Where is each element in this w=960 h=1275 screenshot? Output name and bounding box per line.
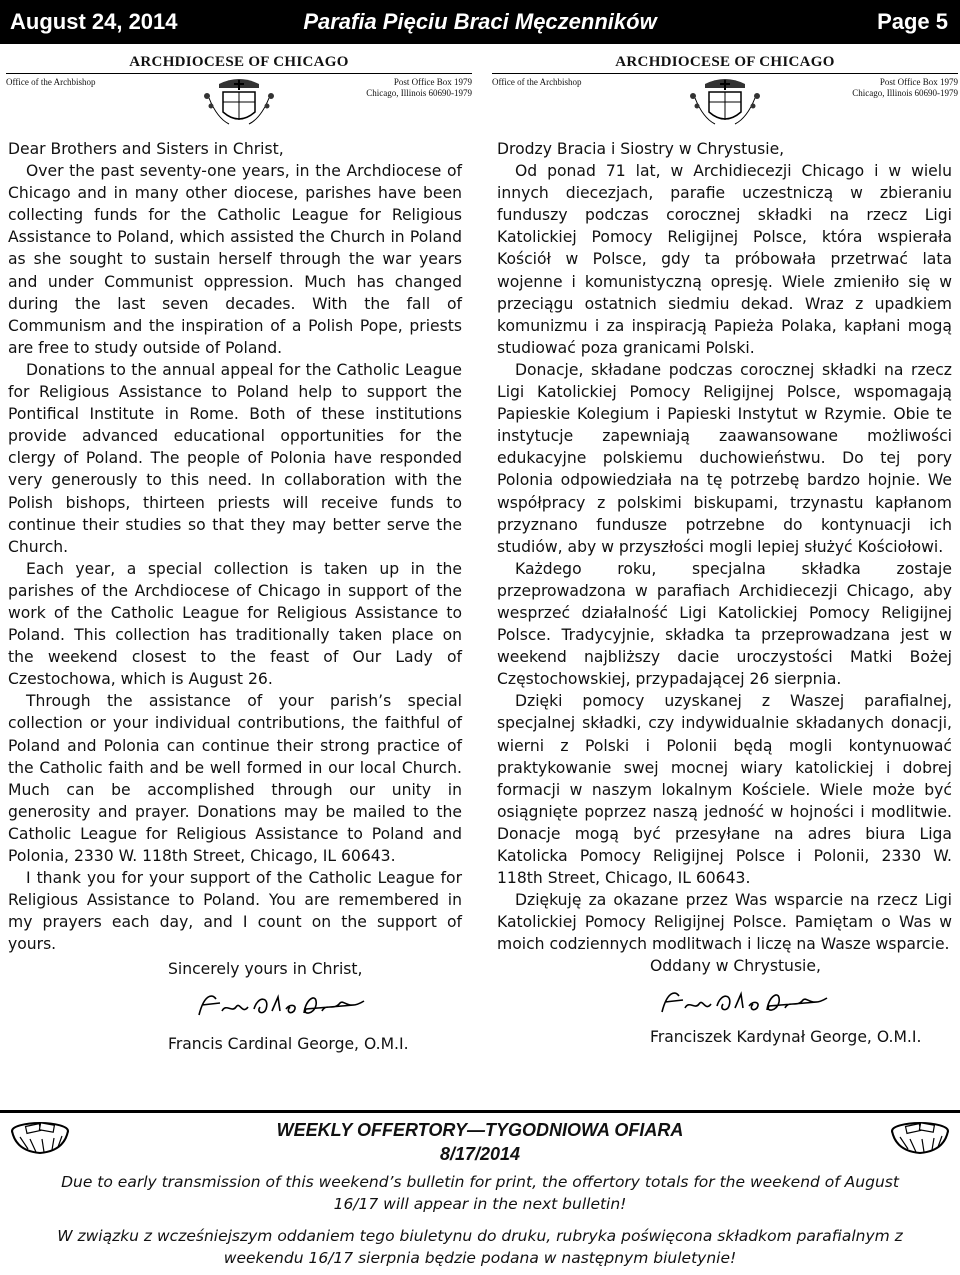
letter-english [8, 138, 462, 1055]
paragraph: Dziękuję za okazane przez Was wsparcie na rzecz Ligi Katolickiej Pomocy Religijnej Polsce. Pamiętam o Was w moich codziennych modlitwach i liczę na Wasze wsparcie. [497, 891, 952, 954]
letterhead-title: ARCHDIOCESE OF CHICAGO [129, 54, 349, 70]
paragraph: Over the past seventy-one years, in the Archdiocese of Chicago and in many other diocese, parishes have been collecting funds for the Catholic League for Religious Assistance to Poland, which assisted the Church in Poland as she sought to sustain herself through the war years and under Communist oppression. Much has changed during the last seven decades. With the fall of Communism and the inspiration of a Polish Pope, priests are free to study outside of Poland. [8, 162, 462, 357]
letterhead-rule [6, 73, 472, 74]
address-line-1: Post Office Box 1979 [393, 77, 472, 87]
page-number: Page 5 [877, 9, 948, 34]
signature-image [8, 981, 462, 1029]
bulletin-date: August 24, 2014 [10, 9, 178, 34]
salutation: Drodzy Bracia i Siostry w Chrystusie, [497, 140, 785, 158]
letterhead-title: ARCHDIOCESE OF CHICAGO [615, 54, 835, 70]
letterhead-rule [492, 73, 958, 74]
address-line-1: Post Office Box 1979 [879, 77, 958, 87]
letterhead-polish [492, 50, 958, 130]
signature-image [497, 978, 952, 1022]
paragraph: I thank you for your support of the Catholic League for Religious Assistance to Poland. You are remembered in my prayers each day, and I count on the support of yours. [8, 869, 462, 954]
signature-icon [657, 982, 837, 1022]
offertory-title: WEEKLY OFFERTORY—TYGODNIOWA OFIARA [276, 1120, 684, 1140]
letterhead-office: Office of the Archbishop [6, 77, 96, 87]
letterhead-office: Office of the Archbishop [492, 77, 582, 87]
parish-name: Parafia Pięciu Braci Męczenników [303, 9, 657, 34]
letterhead-address [366, 77, 472, 99]
letter-polish [497, 138, 952, 1048]
signature-icon [194, 985, 374, 1025]
paragraph: Each year, a special collection is taken up in the parishes of the Archdiocese of Chicago in support of the work of the Catholic League for Religious Assistance to Poland. This collection has traditionally taken place on the weekend closest to the feast of Our Lady of Czestochowa, which is August 26. [8, 559, 462, 689]
signer-name: Franciszek Kardynał George, O.M.I. [650, 1027, 922, 1046]
closing: Sincerely yours in Christ, [168, 960, 363, 979]
paragraph: Donations to the annual appeal for the Catholic League for Religious Assistance to Poland help to support the Pontifical Institute in Rome. Both of these institutions provide advanced educational opportunities for the clergy of Poland. The people of Polonia have responded very generously to this need. In collaboration with the Polish bishops, thirteen priests will receive funds to continue their studies so that they may better serve the Church. [8, 360, 462, 556]
offertory-date: 8/17/2014 [439, 1144, 521, 1164]
offertory-note-polish: W związku z wcześniejszym oddaniem tego biuletynu do druku, rubryka poświęcona składkom parafialnym z weekendu 16/17 sierpnia będzie podana w następnym biuletynie! [57, 1227, 903, 1267]
paragraph: Through the assistance of your parish’s special collection or your individual contributions, the faithful of Poland and Polonia can continue their strong practice of the Catholic faith and be well formed in our local Church. Much can be accomplished through our unity in generosity and prayer. Donations may be mailed to the Catholic League for Religious Assistance to Poland and Polonia, 2330 W. 118th Street, Chicago, IL 60643. [8, 692, 462, 865]
address-line-2: Chicago, Illinois 60690-1979 [852, 88, 958, 98]
paragraph: Każdego roku, specjalna składka zostaje przeprowadzona w parafiach Archidiecezji Chicago, aby wesprzeć działalność Ligi Katolickiej Pomocy Religijnej Polsce. Tradycyjnie, składka ta przeprowadzana jest w weekend najbliższy dacie uroczystości Matki Bożej Częstochowskiej, przypadającej 26 sierpnia. [497, 559, 952, 689]
paragraph: Dzięki pomocy uzyskanej z Waszej parafialnej, specjalnej składki, czy indywidualnie składanych donacji, wierni z Polski i Polonii będą mogli kontynuować praktykowanie swej mocnej wiary katolickiej i dobrej formacji w naszym lokalnym Kościele. Wiele może być osiągnięte poprzez naszą jedność w hojności i modlitwie. Donacje mogą być przesyłane na adres biura Liga Katolicka Pomocy Religijnej Polsce i Polonii, 2330 W. 118th Street, Chicago, IL 60643. [497, 692, 952, 888]
signer-name: Francis Cardinal George, O.M.I. [168, 1034, 409, 1053]
header-bar [0, 0, 960, 44]
archdiocese-crest-icon [675, 78, 775, 130]
closing: Oddany w Chrystusie, [650, 957, 821, 976]
letterhead-address [852, 77, 958, 99]
address-line-2: Chicago, Illinois 60690-1979 [366, 88, 472, 98]
paragraph: Od ponad 71 lat, w Archidiecezji Chicago i w wielu innych diecezjach, parafie uczestniczą w zbieraniu funduszy podczas corocznej składki na rzecz Ligi Katolickiej Pomocy Religijnej Polsce, która wspierała Kościół w Polsce, gdy ta próbowała przetrwać lata wojenne i komunistyczną opresję. Wiele zmieniło się w przeciągu ostatnich siedmiu dekad. Wraz z upadkiem komunizmu i za inspiracją Papieża Polaka, kapłani mogą studiować poza granicami Polski. [497, 162, 952, 357]
letterhead-english [6, 50, 472, 130]
paragraph: Donacje, składane podczas corocznej składki na rzecz Ligi Katolickiej Pomocy Religijnej Polsce, wspomagają Papieskie Kolegium i Papieski Instytut w Rzymie. Obie te instytucje zapewniają zaawansowane możliwości edukacyjne polskiemu duchowieństwu. Do tej pory Polonia odpowiedziała na tę potrzebę bardzo hojnie. We współpracy z polskimi biskupami, trzynastu kapłanom przyznano fundusze potrzebne do kontynuacji ich studiów, aby w przyszłości mogli lepiej służyć Kościołowi. [497, 360, 952, 556]
archdiocese-crest-icon [189, 78, 289, 130]
weekly-offertory [0, 1110, 960, 1273]
salutation: Dear Brothers and Sisters in Christ, [8, 140, 284, 158]
offertory-note-english: Due to early transmission of this weekend’s bulletin for print, the offertory totals for the weekend of August 16/17 will appear in the next bulletin! [61, 1173, 899, 1213]
